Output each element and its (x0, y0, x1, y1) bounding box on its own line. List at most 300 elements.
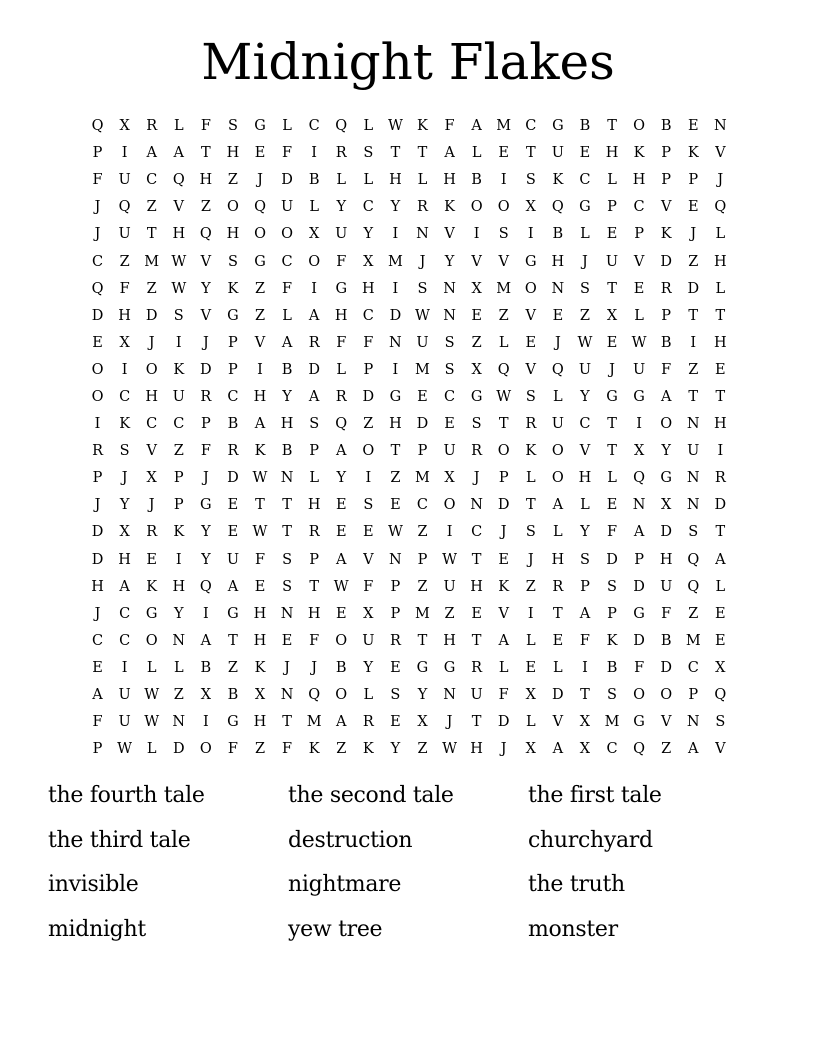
grid-letter: A (308, 388, 320, 405)
grid-letter: G (145, 605, 158, 622)
grid-letter: A (227, 578, 239, 595)
grid-letter: A (200, 632, 212, 649)
grid-letter: Q (254, 199, 266, 216)
grid-letter: E (525, 334, 537, 351)
grid-letter: V (254, 334, 266, 351)
grid-letter: M (496, 118, 512, 135)
grid-letter: W (387, 118, 403, 135)
grid-letter: R (660, 280, 672, 297)
grid-letter: G (470, 388, 483, 405)
grid-letter: C (444, 388, 456, 405)
grid-letter: G (389, 388, 402, 405)
grid-letter: Z (444, 605, 455, 622)
grid-letter: J (284, 659, 290, 676)
grid-letter: S (282, 578, 293, 595)
grid-letter: H (470, 578, 483, 595)
grid-letter: J (121, 470, 128, 487)
grid-letter: R (200, 388, 212, 405)
grid-letter: A (173, 145, 185, 162)
grid-letter: N (713, 118, 727, 135)
grid-letter: Q (687, 578, 700, 595)
grid-letter: J (148, 334, 155, 351)
grid-letter: R (362, 714, 374, 731)
grid-letter: L (173, 118, 184, 135)
grid-letter: Y (390, 741, 401, 758)
grid-letter: O (281, 226, 294, 243)
grid-letter: C (633, 199, 645, 216)
grid-letter: P (634, 226, 644, 243)
grid-letter: A (715, 551, 726, 568)
grid-letter: X (579, 714, 591, 731)
grid-letter: S (444, 334, 455, 351)
grid-letter: X (417, 714, 428, 731)
grid-letter: S (227, 253, 238, 270)
grid-letter: F (634, 659, 645, 676)
grid-letter: K (362, 741, 374, 758)
grid-letter: W (252, 470, 268, 487)
grid-row (84, 194, 734, 221)
grid-letter: T (607, 416, 617, 433)
grid-letter: P (200, 416, 211, 433)
grid-letter: N (443, 280, 456, 297)
grid-letter: I (636, 416, 642, 433)
grid-letter: F (579, 632, 590, 649)
grid-letter: U (172, 388, 185, 405)
grid-letter: C (416, 497, 429, 514)
grid-letter: H (334, 307, 348, 324)
grid-letter: D (633, 632, 645, 649)
grid-letter: R (146, 524, 158, 541)
grid-letter: D (552, 687, 564, 704)
grid-letter: F (661, 361, 672, 378)
grid-letter: P (688, 172, 699, 189)
grid-letter: U (443, 578, 456, 595)
grid-letter: G (552, 118, 564, 135)
grid-letter: A (552, 497, 564, 514)
grid-letter: D (308, 361, 320, 378)
grid-letter: Q (199, 578, 212, 595)
grid-letter: K (687, 145, 699, 162)
grid-letter: H (145, 388, 159, 405)
grid-row (84, 465, 734, 492)
grid-letter: D (91, 524, 104, 541)
grid-letter: P (607, 605, 617, 622)
grid-letter: J (94, 226, 101, 243)
grid-letter: N (416, 226, 429, 243)
grid-letter: E (471, 307, 482, 324)
grid-letter: V (498, 605, 509, 622)
grid-letter: L (282, 118, 292, 135)
grid-letter: C (471, 524, 483, 541)
grid-letter: S (525, 388, 536, 405)
grid-letter: E (390, 659, 401, 676)
grid-letter: G (227, 714, 239, 731)
grid-letter: Z (146, 199, 157, 216)
grid-letter: O (335, 632, 348, 649)
grid-letter: S (688, 524, 699, 541)
grid-letter: C (227, 388, 239, 405)
grid-letter: R (552, 578, 564, 595)
grid-letter: N (551, 280, 565, 297)
grid-letter: M (415, 470, 430, 487)
grid-letter: Z (254, 741, 266, 758)
grid-letter: B (281, 361, 293, 378)
grid-letter: H (253, 605, 267, 622)
grid-letter: H (551, 253, 565, 270)
grid-letter: Q (551, 199, 564, 216)
grid-letter: C (687, 659, 699, 676)
grid-letter: I (365, 470, 372, 487)
grid-letter: M (496, 280, 512, 297)
grid-letter: X (444, 470, 455, 487)
word-list-item: yew tree (288, 916, 383, 942)
grid-letter: F (336, 253, 347, 270)
grid-letter: E (715, 632, 726, 649)
grid-letter: A (146, 145, 157, 162)
grid-letter: L (607, 172, 617, 189)
grid-letter: E (715, 361, 726, 378)
grid-letter: U (605, 253, 619, 270)
grid-letter: H (361, 280, 375, 297)
grid-letter: T (417, 632, 428, 649)
grid-letter: B (606, 659, 618, 676)
grid-letter: E (417, 388, 428, 405)
grid-letter: F (363, 334, 374, 351)
grid-letter: V (200, 253, 212, 270)
grid-letter: S (363, 497, 374, 514)
grid-letter: G (633, 388, 645, 405)
grid-letter: U (660, 578, 673, 595)
grid-letter: J (609, 361, 615, 378)
grid-letter: Z (417, 524, 428, 541)
grid-row (84, 682, 734, 709)
grid-row (84, 384, 734, 411)
grid-letter: V (579, 443, 591, 460)
grid-row (84, 492, 734, 519)
grid-letter: P (309, 443, 320, 460)
grid-letter: E (335, 605, 347, 622)
grid-letter: L (634, 307, 644, 324)
grid-letter: M (387, 253, 403, 270)
grid-letter: K (308, 741, 320, 758)
grid-letter: L (607, 470, 617, 487)
grid-letter: W (415, 307, 430, 324)
grid-letter: T (146, 226, 157, 243)
grid-letter: Q (551, 361, 564, 378)
grid-letter: G (633, 714, 645, 731)
grid-letter: K (525, 443, 537, 460)
grid-letter: D (389, 307, 402, 324)
grid-letter: H (280, 416, 294, 433)
grid-letter: O (551, 470, 564, 487)
grid-letter: P (688, 687, 699, 704)
grid-letter: N (443, 687, 456, 704)
grid-letter: Z (200, 199, 211, 216)
grid-letter: C (146, 172, 158, 189)
grid-letter: L (336, 172, 347, 189)
grid-letter: V (173, 199, 185, 216)
grid-letter: L (553, 659, 563, 676)
grid-letter: Y (363, 226, 374, 243)
grid-letter: D (714, 497, 727, 514)
grid-letter: I (392, 361, 399, 378)
grid-letter: E (471, 605, 482, 622)
grid-letter: F (200, 118, 211, 135)
grid-letter: L (715, 226, 726, 243)
grid-letter: I (582, 659, 588, 676)
grid-letter: E (498, 145, 509, 162)
grid-letter: H (470, 741, 483, 758)
grid-letter: I (202, 605, 209, 622)
grid-letter: E (444, 416, 455, 433)
grid-letter: S (715, 714, 726, 731)
grid-letter: D (281, 172, 293, 189)
grid-letter: Z (688, 605, 699, 622)
grid-letter: A (336, 443, 347, 460)
grid-letter: F (309, 632, 320, 649)
grid-letter: S (173, 307, 184, 324)
grid-letter: O (91, 388, 104, 405)
grid-letter: S (525, 172, 536, 189)
grid-row (84, 547, 734, 574)
grid-letter: E (92, 334, 103, 351)
grid-letter: T (715, 307, 726, 324)
grid-letter: L (498, 659, 509, 676)
grid-letter: I (311, 280, 318, 297)
grid-letter: N (389, 551, 402, 568)
grid-letter: I (717, 443, 724, 460)
grid-letter: S (363, 145, 374, 162)
grid-letter: W (387, 524, 403, 541)
grid-row (84, 574, 734, 601)
grid-letter: K (146, 578, 158, 595)
grid-letter: F (92, 172, 103, 189)
grid-letter: P (607, 199, 617, 216)
grid-letter: O (254, 226, 266, 243)
grid-letter: T (553, 605, 563, 622)
grid-letter: E (254, 145, 266, 162)
grid-letter: J (311, 659, 318, 676)
grid-letter: H (632, 172, 646, 189)
grid-letter: I (527, 226, 534, 243)
grid-letter: K (552, 172, 564, 189)
grid-letter: O (551, 443, 564, 460)
grid-letter: T (688, 307, 699, 324)
grid-letter: J (690, 226, 697, 243)
grid-letter: J (94, 605, 101, 622)
grid-letter: D (497, 714, 510, 731)
grid-letter: H (714, 416, 727, 433)
grid-letter: F (254, 551, 266, 568)
grid-letter: C (91, 632, 104, 649)
grid-letter: X (471, 280, 482, 297)
grid-letter: B (471, 172, 482, 189)
grid-letter: R (471, 443, 483, 460)
grid-letter: W (144, 687, 160, 704)
grid-letter: D (362, 388, 375, 405)
grid-row (84, 303, 734, 330)
grid-letter: H (118, 551, 131, 568)
grid-letter: Y (201, 524, 211, 541)
grid-letter: V (146, 443, 157, 460)
grid-letter: R (714, 470, 726, 487)
grid-letter: J (717, 172, 724, 189)
grid-row (84, 221, 734, 248)
grid-letter: Z (254, 280, 266, 297)
grid-letter: Z (227, 172, 238, 189)
grid-letter: T (255, 497, 265, 514)
grid-letter: Z (146, 280, 157, 297)
grid-letter: L (525, 470, 536, 487)
grid-letter: A (92, 687, 103, 704)
grid-letter: P (92, 741, 103, 758)
grid-row (84, 330, 734, 357)
grid-letter: O (497, 199, 510, 216)
grid-letter: M (415, 605, 430, 622)
grid-letter: W (496, 388, 512, 405)
grid-letter: T (201, 145, 211, 162)
grid-letter: W (171, 253, 187, 270)
grid-letter: D (416, 416, 429, 433)
grid-letter: A (579, 605, 591, 622)
grid-letter: E (363, 524, 374, 541)
grid-letter: I (311, 145, 318, 162)
grid-letter: A (308, 307, 320, 324)
grid-letter: X (200, 687, 212, 704)
grid-letter: Q (714, 687, 727, 704)
grid-letter: X (525, 687, 536, 704)
grid-letter: Z (525, 578, 536, 595)
grid-letter: D (633, 578, 645, 595)
grid-letter: N (686, 470, 700, 487)
grid-letter: E (606, 226, 618, 243)
grid-row (84, 113, 734, 140)
grid-letter: A (444, 145, 455, 162)
grid-row (84, 655, 734, 682)
grid-letter: S (471, 416, 482, 433)
grid-letter: K (119, 416, 131, 433)
grid-letter: X (471, 361, 482, 378)
grid-letter: K (417, 118, 428, 135)
grid-letter: W (333, 578, 349, 595)
grid-letter: S (607, 578, 617, 595)
grid-letter: A (688, 741, 699, 758)
word-list-item: invisible (48, 872, 139, 898)
grid-letter: J (582, 253, 588, 270)
grid-letter: E (606, 334, 618, 351)
grid-letter: F (282, 280, 293, 297)
grid-letter: T (309, 578, 319, 595)
grid-letter: B (335, 659, 347, 676)
grid-letter: I (527, 605, 534, 622)
grid-letter: W (631, 334, 647, 351)
grid-letter: C (308, 118, 320, 135)
grid-letter: H (307, 497, 321, 514)
grid-letter: H (253, 714, 267, 731)
grid-letter: W (442, 741, 457, 758)
grid-letter: V (715, 741, 726, 758)
grid-letter: V (498, 253, 509, 270)
grid-letter: G (579, 199, 591, 216)
grid-letter: T (525, 145, 536, 162)
grid-letter: H (714, 334, 727, 351)
grid-letter: G (606, 388, 618, 405)
grid-letter: T (228, 632, 238, 649)
word-list-item: nightmare (288, 872, 402, 898)
word-list-item: the second tale (288, 783, 454, 808)
grid-letter: V (660, 199, 672, 216)
grid-letter: E (92, 659, 103, 676)
grid-letter: P (173, 497, 184, 514)
grid-letter: T (471, 714, 482, 731)
grid-letter: E (281, 632, 293, 649)
grid-letter: U (470, 687, 483, 704)
grid-letter: U (362, 632, 375, 649)
grid-letter: V (363, 551, 374, 568)
grid-letter: Z (579, 307, 590, 324)
grid-letter: Z (173, 687, 184, 704)
grid-letter: Z (498, 307, 509, 324)
grid-letter: Q (91, 280, 104, 297)
grid-row (84, 140, 734, 167)
grid-letter: M (306, 714, 322, 731)
grid-letter: Z (119, 253, 130, 270)
grid-letter: D (687, 280, 700, 297)
grid-letter: F (227, 741, 238, 758)
grid-letter: P (580, 578, 590, 595)
grid-letter: T (390, 145, 401, 162)
grid-letter: D (660, 253, 672, 270)
grid-letter: A (498, 632, 509, 649)
grid-letter: K (227, 280, 239, 297)
grid-letter: X (119, 118, 130, 135)
grid-letter: U (118, 172, 131, 189)
grid-letter: E (146, 551, 157, 568)
grid-letter: E (525, 659, 537, 676)
grid-letter: F (282, 741, 293, 758)
grid-letter: E (687, 118, 699, 135)
grid-letter: P (417, 443, 428, 460)
grid-letter: F (92, 714, 103, 731)
grid-letter: P (92, 470, 103, 487)
grid-letter: E (633, 280, 645, 297)
grid-letter: X (525, 741, 536, 758)
grid-letter: Y (390, 199, 401, 216)
grid-letter: S (525, 524, 536, 541)
grid-letter: B (200, 659, 212, 676)
grid-letter: H (226, 145, 240, 162)
grid-letter: T (688, 388, 699, 405)
grid-letter: T (390, 443, 401, 460)
grid-letter: L (498, 334, 509, 351)
grid-letter: D (227, 470, 239, 487)
grid-letter: L (363, 172, 374, 189)
grid-letter: T (607, 280, 617, 297)
grid-letter: I (473, 226, 480, 243)
grid-letter: P (228, 361, 238, 378)
grid-letter: S (444, 361, 455, 378)
grid-letter: V (471, 253, 482, 270)
grid-letter: H (307, 605, 321, 622)
grid-letter: A (552, 741, 564, 758)
grid-letter: C (119, 388, 131, 405)
grid-letter: X (715, 659, 726, 676)
grid-letter: Y (201, 280, 211, 297)
grid-letter: G (443, 659, 456, 676)
grid-letter: S (309, 416, 320, 433)
grid-letter: L (417, 172, 428, 189)
grid-letter: K (254, 659, 266, 676)
